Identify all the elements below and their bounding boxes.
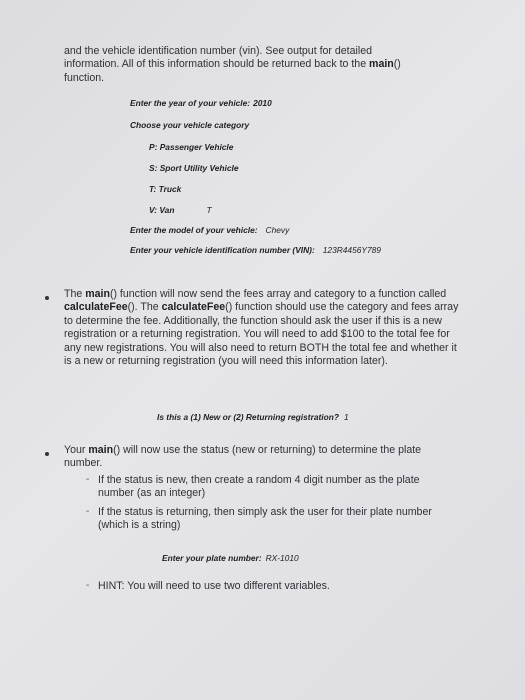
option-passenger: P: Passenger Vehicle	[149, 142, 234, 152]
bullet-1-text-b: () function will now send the fees array and category to a function called	[109, 288, 447, 300]
bullet-1-text-a: The	[64, 288, 86, 300]
vin-prompt-line	[130, 245, 381, 255]
plate-value: RX-1010	[265, 553, 299, 563]
model-prompt-line	[130, 225, 289, 235]
category-prompt: Choose your vehicle category	[130, 120, 250, 130]
option-van: V: Van	[149, 205, 175, 215]
year-prompt-line	[130, 98, 272, 108]
bullet-1-text-c: (). The	[127, 301, 162, 314]
year-value: 2010	[253, 98, 272, 108]
bullet-2-text-b: () will now use the status (new or returning) to determine the plate number.	[64, 444, 422, 470]
option-truck: T: Truck	[149, 184, 182, 194]
registration-prompt-line	[157, 412, 349, 422]
bullet-1-text-d: () function should use the category and fees array to determine the fee. Additionally, the function should ask the user if this is a new registration or a returning registration. You will need to add $100 to the total fee for any new registrations. You will also need to return BOTH the total fee and whether it is a new or returning registration (you will need this information later).	[64, 301, 459, 368]
calculatefee-keyword: calculateFee	[64, 301, 128, 314]
main-keyword: main	[88, 444, 114, 456]
model-prompt: Enter the model of your vehicle:	[130, 225, 258, 235]
category-value: T	[206, 205, 212, 215]
dash-icon: -	[86, 506, 90, 517]
bullet-icon	[45, 296, 49, 300]
bullet-2-text-a: Your	[64, 444, 89, 456]
main-keyword: main	[369, 58, 394, 71]
bullet-1-paragraph	[64, 288, 459, 368]
sub-item-new: If the status is new, then create a random 4 digit number as the plate number (as an integer)	[98, 474, 420, 500]
registration-prompt: Is this a (1) New or (2) Returning registration?	[157, 412, 339, 422]
hint-text: HINT: You will need to use two different variables.	[98, 580, 330, 592]
intro-line-2-text: information. All of this information should be returned back to the	[64, 58, 370, 71]
registration-value: 1	[343, 412, 349, 422]
option-van-line	[149, 205, 212, 215]
intro-line-1: and the vehicle identification number (vin). See output for detailed	[64, 45, 372, 57]
plate-prompt-line	[162, 553, 299, 563]
intro-paragraph	[64, 45, 464, 85]
main-keyword: main	[85, 288, 110, 300]
bullet-2-paragraph	[64, 444, 449, 471]
sub-item-returning: If the status is returning, then simply ask the user for their plate number (which is a string)	[98, 506, 432, 532]
intro-line-2-parens: ()	[393, 58, 401, 71]
year-prompt: Enter the year of your vehicle:	[130, 98, 251, 108]
bullet-icon	[45, 452, 49, 456]
option-suv: S: Sport Utility Vehicle	[149, 163, 239, 173]
dash-icon: -	[86, 580, 90, 591]
model-value: Chevy	[265, 225, 290, 235]
dash-icon: -	[86, 474, 90, 485]
vin-value: 123R4456Y789	[322, 245, 381, 255]
vin-prompt: Enter your vehicle identification number (VIN):	[130, 245, 315, 255]
plate-prompt: Enter your plate number:	[162, 553, 262, 563]
intro-line-3: function.	[64, 71, 105, 84]
intro-line-2	[64, 58, 464, 71]
calculatefee-keyword: calculateFee	[161, 301, 226, 314]
